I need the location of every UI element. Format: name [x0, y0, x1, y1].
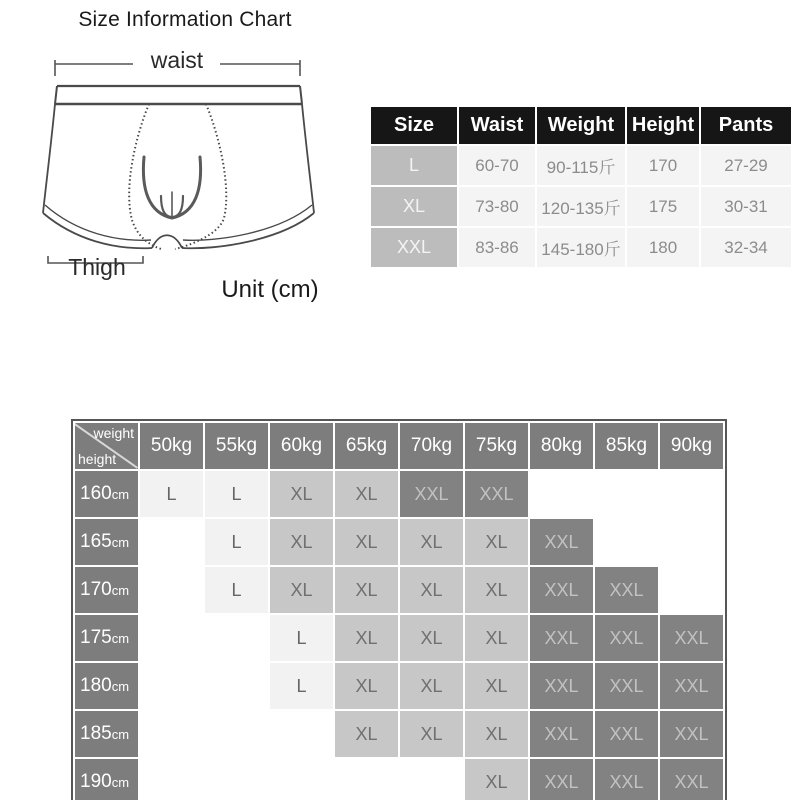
matrix-cell: XXL [660, 663, 723, 709]
matrix-cell: L [205, 519, 268, 565]
matrix-cell: XXL [530, 519, 593, 565]
weight-header: 90kg [660, 423, 723, 469]
weight-header: 85kg [595, 423, 658, 469]
weight-height-corner-cell [75, 423, 138, 469]
matrix-cell: XL [335, 567, 398, 613]
matrix-cell: XXL [530, 759, 593, 800]
column-header-pants: Pants [701, 107, 791, 144]
matrix-cell: XL [400, 567, 463, 613]
weight-header: 80kg [530, 423, 593, 469]
matrix-cell [660, 519, 723, 565]
page-title: Size Information Chart [78, 8, 292, 31]
matrix-cell: XL [335, 711, 398, 757]
weight-value: 145-180斤 [537, 228, 625, 267]
height-header: 165cm [75, 519, 138, 565]
matrix-row-175 [75, 615, 723, 661]
waist-label: waist [150, 47, 204, 73]
size-table-header-row [371, 107, 791, 144]
matrix-cell: XL [335, 663, 398, 709]
matrix-cell [140, 663, 203, 709]
matrix-cell [140, 759, 203, 800]
matrix-cell: XXL [595, 663, 658, 709]
matrix-cell [270, 711, 333, 757]
matrix-cell [205, 759, 268, 800]
matrix-cell: XXL [530, 615, 593, 661]
matrix-cell: XL [465, 615, 528, 661]
weight-header: 65kg [335, 423, 398, 469]
matrix-cell [400, 759, 463, 800]
matrix-row-170 [75, 567, 723, 613]
matrix-cell [140, 615, 203, 661]
height-value: 170 [627, 146, 699, 185]
pants-value: 32-34 [701, 228, 791, 267]
column-header-size: Size [371, 107, 457, 144]
pants-value: 30-31 [701, 187, 791, 226]
matrix-cell: XXL [595, 759, 658, 800]
weight-header: 75kg [465, 423, 528, 469]
matrix-cell [140, 711, 203, 757]
matrix-cell [660, 471, 723, 517]
size-row-l [371, 146, 791, 185]
matrix-cell [595, 519, 658, 565]
matrix-cell: XL [400, 519, 463, 565]
size-label-cell: XXL [371, 228, 457, 267]
matrix-cell: XL [335, 471, 398, 517]
matrix-cell [140, 567, 203, 613]
height-header: 170cm [75, 567, 138, 613]
weight-header: 50kg [140, 423, 203, 469]
matrix-cell: L [205, 567, 268, 613]
matrix-cell: XL [270, 567, 333, 613]
matrix-cell: XXL [530, 711, 593, 757]
matrix-cell: XL [400, 663, 463, 709]
height-header: 175cm [75, 615, 138, 661]
weight-value: 120-135斤 [537, 187, 625, 226]
height-header: 180cm [75, 663, 138, 709]
matrix-cell: XL [270, 519, 333, 565]
weight-header: 55kg [205, 423, 268, 469]
height-header: 160cm [75, 471, 138, 517]
matrix-cell [205, 711, 268, 757]
height-axis-label: height [78, 451, 117, 467]
matrix-cell [270, 759, 333, 800]
matrix-cell: L [270, 663, 333, 709]
size-row-xxl [371, 228, 791, 267]
matrix-cell: XL [335, 615, 398, 661]
matrix-cell: XL [465, 567, 528, 613]
column-header-weight: Weight [537, 107, 625, 144]
weight-axis-label: weight [93, 425, 134, 441]
pants-value: 27-29 [701, 146, 791, 185]
matrix-cell: XL [335, 519, 398, 565]
unit-note: Unit (cm) [221, 276, 319, 303]
height-header: 185cm [75, 711, 138, 757]
size-row-xl [371, 187, 791, 226]
matrix-cell: XXL [595, 711, 658, 757]
height-value: 180 [627, 228, 699, 267]
waist-value: 73-80 [459, 187, 535, 226]
matrix-cell: XL [465, 759, 528, 800]
matrix-cell [140, 519, 203, 565]
size-label-cell: XL [371, 187, 457, 226]
garment-outline [43, 86, 314, 248]
matrix-cell: XL [270, 471, 333, 517]
weight-header: 60kg [270, 423, 333, 469]
thigh-label: Thigh [68, 254, 126, 280]
matrix-header-row [75, 423, 723, 469]
waist-value: 83-86 [459, 228, 535, 267]
pouch-detail [143, 157, 200, 218]
matrix-cell [335, 759, 398, 800]
matrix-cell: XXL [595, 567, 658, 613]
height-header: 190cm [75, 759, 138, 800]
matrix-cell: XXL [530, 567, 593, 613]
height-value: 175 [627, 187, 699, 226]
matrix-row-190 [75, 759, 723, 800]
column-header-waist: Waist [459, 107, 535, 144]
column-header-height: Height [627, 107, 699, 144]
weight-header: 70kg [400, 423, 463, 469]
size-label-cell: L [371, 146, 457, 185]
matrix-cell: XXL [660, 615, 723, 661]
matrix-row-185 [75, 711, 723, 757]
matrix-cell: XXL [595, 615, 658, 661]
matrix-cell: XL [400, 711, 463, 757]
matrix-cell: L [140, 471, 203, 517]
matrix-cell [205, 663, 268, 709]
height-weight-matrix [71, 419, 727, 800]
matrix-cell: XL [465, 711, 528, 757]
matrix-cell: XXL [465, 471, 528, 517]
boxer-shorts-diagram [35, 45, 320, 280]
weight-value: 90-115斤 [537, 146, 625, 185]
matrix-cell: L [270, 615, 333, 661]
matrix-row-160 [75, 471, 723, 517]
matrix-cell: L [205, 471, 268, 517]
matrix-cell: XXL [660, 759, 723, 800]
matrix-cell [530, 471, 593, 517]
matrix-cell: XXL [400, 471, 463, 517]
matrix-cell: XL [400, 615, 463, 661]
matrix-cell [660, 567, 723, 613]
matrix-cell [595, 471, 658, 517]
size-info-table [369, 105, 793, 269]
matrix-cell: XL [465, 663, 528, 709]
waist-value: 60-70 [459, 146, 535, 185]
matrix-cell: XXL [660, 711, 723, 757]
matrix-cell [205, 615, 268, 661]
matrix-cell: XXL [530, 663, 593, 709]
matrix-row-165 [75, 519, 723, 565]
matrix-row-180 [75, 663, 723, 709]
matrix-cell: XL [465, 519, 528, 565]
